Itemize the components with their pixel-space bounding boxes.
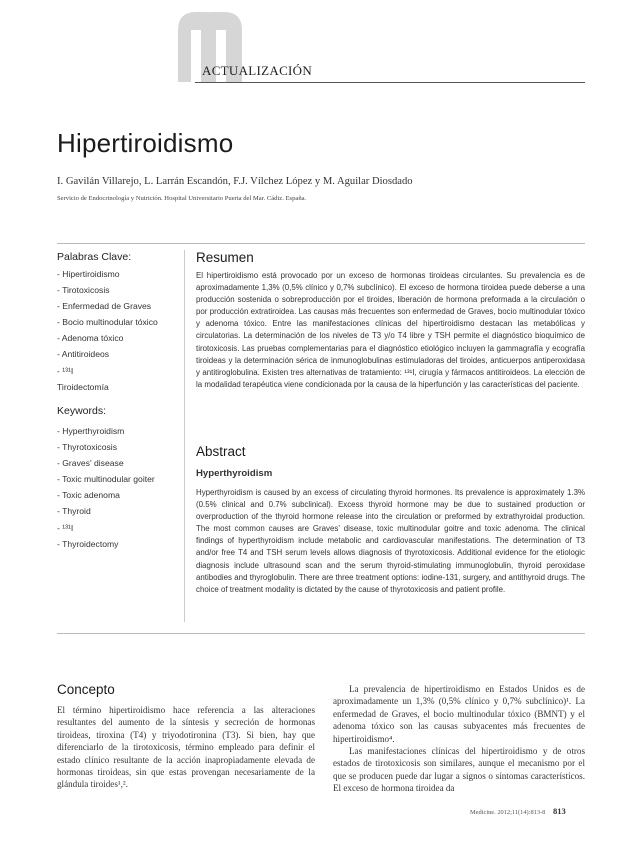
divider-bottom <box>57 633 585 634</box>
column-divider <box>184 250 185 622</box>
abstract-heading: Abstract <box>196 444 246 459</box>
keyword-en: - Thyroid <box>57 506 91 517</box>
section-label: ACTUALIZACIÓN <box>202 63 313 78</box>
resumen-text: El hipertiroidismo está provocado por un exceso de hormonas tiroideas circulantes. Su prevalencia es de aproximadamente 1,3% (0,5% clínico y 0,7% subclínico). El exceso de hormona tiroidea puede deberse a una producción sostenida o sobreproducción por el tiroides, liberación de hormona preformada a la circulación o por producción extratiroidea. Las causas más frecuentes son enfermedad de Graves, bocio multinodular tóxico y adenoma tóxico. Entre las manifestaciones clínicas del hipertiroidismo destacan las metabólicas y circulatorias. La determinación de los niveles de T3 y/o T4 libre y TSH permite el diagnóstico bioquímico de tirotoxicosis. Las pruebas complementarias para el diagnóstico etiológico incluyen la gammagrafía y ecografía tiroideas y la determinación sérica de inmunoglobulinas estimuladoras del tiroides, anticuerpos antiperoxidasa y antitiroglobulina. Existen tres alternativas de tratamiento: ¹³¹I, cirugía y fármacos antitiroideos. La elección de la modalidad terapéutica viene condicionada por la causa de la hiperfunción y las características del paciente. <box>196 271 585 389</box>
concepto-paragraph-1: El término hipertiroidismo hace referencia a las alteraciones resultantes del aumento de la síntesis y secreción de hormonas tiroideas, tiroxina (T4) y triyodotironina (T3). Si bien, hay que diferenciarlo de la tirotoxicosis, término empleado para definir el estado clínico resultante de la acción inapropiadamente elevada de hormonas tiroideas, sin que estas provengan necesariamente de la glándula tiroides¹,². <box>57 705 315 790</box>
keyword-en: - Thyrotoxicosis <box>57 442 118 453</box>
keyword-es: - Bocio multinodular tóxico <box>57 317 158 328</box>
keywords-es-list <box>57 266 158 395</box>
keyword-en: - ¹³¹I <box>57 522 74 533</box>
divider-top <box>57 243 585 244</box>
footer-citation: Medicine. 2012;11(14):813-8 <box>470 809 546 816</box>
abstract-text: Hyperthyroidism is caused by an excess of circulating thyroid hormones. Its prevalence is approximately 1.3% (0.5% clinical and 0.7% subclinical). Excess thyroid hormone may be due to sustained production or overproduction of the thyroid hormone release into the circulation or preformed by extrathyroidal production. The most common causes are Graves' disease, toxic multinodular goitre and toxic adenoma. The clinical findings of hyperthyroidism include metabolic and cardiovascular manifestations. The determination of T3 and/or free T4 and TSH serum levels allows diagnosis of thyrotoxicosis. Additional evidence for the etiologic diagnosis include ultrasound scan and the serum thyroid-stimulating immunoglobulin, thyroid peroxidase antibodies and thyroglobulin. There are three treatment options: iodine-131, surgery, and antithyroid drugs. The choice of treatment modality is dictated by the cause of thyrotoxicosis and patient profile. <box>196 488 585 594</box>
keyword-es: - Adenoma tóxico <box>57 333 124 344</box>
keyword-es: Tiroidectomía <box>57 381 109 392</box>
keywords-en-list <box>57 423 155 552</box>
keyword-en: - Graves' disease <box>57 458 124 469</box>
keyword-en: - Toxic multinodular goiter <box>57 474 155 485</box>
section-rule <box>195 82 585 83</box>
article-authors: I. Gavilán Villarejo, L. Larrán Escandón, F.J. Vílchez López y M. Aguilar Diosdado <box>57 176 413 187</box>
article-affiliation: Servicio de Endocrinología y Nutrición. Hospital Universitario Puerta del Mar. Cádiz. España. <box>57 195 307 202</box>
concepto-paragraph-3: Las manifestaciones clínicas del hipertiroidismo y de otros estados de tirotoxicosis son similares, aunque el mecanismo por el que se producen puede dar lugar a signos o síntomas característicos. El exceso de hormona tiroidea da <box>333 746 585 794</box>
page-number: 813 <box>552 806 566 816</box>
concepto-heading: Concepto <box>57 682 115 697</box>
concepto-paragraph-2: La prevalencia de hipertiroidismo en Estados Unidos es de aproximadamente un 1,3% (0,5% clínico y 0,7% subclínico)¹. La enfermedad de Graves, el bocio multinodular tóxico (BMNT) y el adenoma tóxico son las causas subyacentes más frecuentes de hipertiroidismo⁴. <box>333 684 585 744</box>
resumen-heading: Resumen <box>196 250 254 265</box>
abstract-subheading: Hyperthyroidism <box>196 468 273 479</box>
right-column-body <box>333 683 585 795</box>
keyword-es: - Hipertiroidismo <box>57 269 120 279</box>
keyword-es: - Antitiroideos <box>57 349 110 360</box>
keyword-es: - Enfermedad de Graves <box>57 301 152 312</box>
keyword-en: - Toxic adenoma <box>57 490 120 501</box>
keyword-en: - Thyroidectomy <box>57 538 119 549</box>
article-title: Hipertiroidismo <box>57 128 234 158</box>
keyword-es: - Tirotoxicosis <box>57 285 110 296</box>
keywords-en-heading: Keywords: <box>57 405 107 417</box>
keyword-en: - Hyperthyroidism <box>57 426 125 436</box>
keywords-es-heading: Palabras Clave: <box>57 251 132 263</box>
keyword-es: - ¹³¹I <box>57 365 74 376</box>
page-footer <box>470 806 566 816</box>
